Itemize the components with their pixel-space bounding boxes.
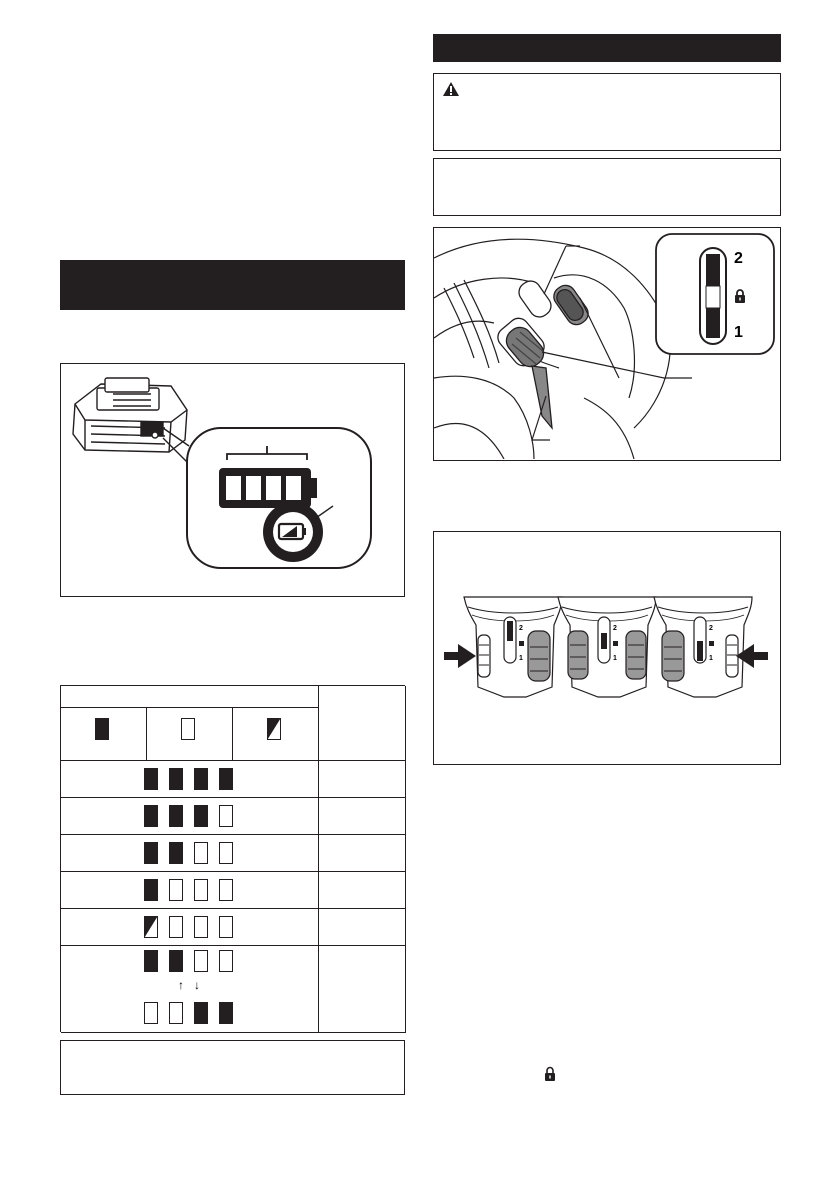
capacity-cell bbox=[319, 761, 406, 798]
padlock-icon bbox=[544, 1066, 556, 1081]
battery-indicator-illustration bbox=[61, 364, 403, 595]
reversing-switch-illustration bbox=[434, 228, 779, 459]
note-box-left bbox=[60, 1040, 405, 1095]
indicator-lamp-lit bbox=[194, 805, 208, 827]
indicator-lamp-blinking bbox=[144, 916, 158, 938]
indicator-lamp-lit bbox=[194, 1002, 208, 1024]
indicator-table bbox=[60, 685, 405, 1032]
indicator-lamp-lit bbox=[144, 842, 158, 864]
indicator-glyph-layer bbox=[61, 686, 319, 1033]
capacity-cell bbox=[319, 946, 406, 1033]
alternating-arrow-up: ↑ bbox=[178, 978, 184, 992]
indicator-lamp-lit bbox=[169, 842, 183, 864]
notice-box bbox=[433, 158, 781, 216]
indicator-lamp-off bbox=[219, 805, 233, 827]
scale-label-1: 1 bbox=[734, 324, 743, 341]
indicator-lamp-off bbox=[144, 1002, 158, 1024]
indicator-lamp-off bbox=[194, 916, 208, 938]
indicator-lamp-lit bbox=[169, 805, 183, 827]
indicator-lamp-lit bbox=[219, 1002, 233, 1024]
indicator-lamp-lit bbox=[144, 950, 158, 972]
capacity-cell bbox=[319, 798, 406, 835]
indicator-lamp-lit bbox=[194, 768, 208, 790]
padlock-icon bbox=[734, 289, 746, 303]
indicator-lamp-lit bbox=[169, 768, 183, 790]
indicator-lamp-off bbox=[194, 842, 208, 864]
indicator-lamp-off bbox=[194, 950, 208, 972]
indicator-lamp-off bbox=[219, 916, 233, 938]
capacity-cell bbox=[319, 909, 406, 946]
indicator-lamp-off bbox=[194, 879, 208, 901]
table-header-capacity bbox=[319, 686, 406, 761]
switch-positions-illustration: 2 1 bbox=[434, 532, 779, 763]
indicator-lamp-lit bbox=[144, 805, 158, 827]
indicator-lamp-off bbox=[219, 879, 233, 901]
indicator-lamp-lit bbox=[144, 768, 158, 790]
capacity-cell bbox=[319, 835, 406, 872]
indicator-lamp-off bbox=[219, 950, 233, 972]
section-heading-bar-right bbox=[433, 34, 781, 62]
figure-switch-positions bbox=[433, 531, 781, 765]
indicator-lamp-off bbox=[169, 1002, 183, 1024]
figure-battery-indicator bbox=[60, 363, 405, 597]
figure-reversing-switch bbox=[433, 227, 781, 461]
warning-triangle-icon bbox=[442, 81, 460, 97]
indicator-lamp-lit bbox=[219, 768, 233, 790]
indicator-lamp-lit bbox=[169, 950, 183, 972]
capacity-cell bbox=[319, 872, 406, 909]
scale-label-2: 2 bbox=[734, 250, 743, 267]
alternating-arrow-down: ↓ bbox=[194, 978, 200, 992]
section-heading-bar bbox=[60, 260, 405, 310]
indicator-lamp-lit bbox=[144, 879, 158, 901]
indicator-lamp-off bbox=[219, 842, 233, 864]
warning-box bbox=[433, 73, 781, 151]
indicator-lamp-off bbox=[169, 879, 183, 901]
indicator-lamp-off bbox=[169, 916, 183, 938]
